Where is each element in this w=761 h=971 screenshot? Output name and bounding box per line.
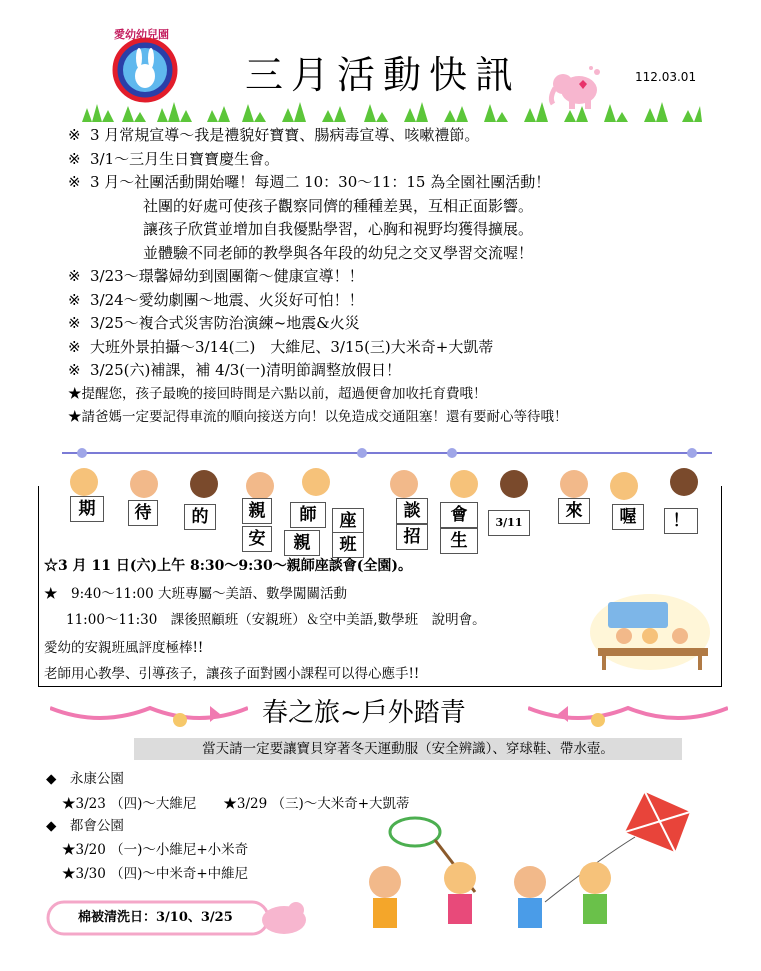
- meeting-line: ★ 9:40～11:00 大班專屬～美語、數學闖關活動: [44, 586, 348, 602]
- page-title: 三月活動快訊: [245, 53, 522, 97]
- issue-date: 112.03.01: [635, 70, 697, 84]
- outing-notice: 當天請一定要讓寶貝穿著冬天運動服（安全辨識）、穿球鞋、帶水壺。: [134, 738, 682, 760]
- kids-kite-illustration: [345, 782, 695, 942]
- logo-text: 愛幼幼兒園: [114, 28, 169, 41]
- ribbon-decoration-right: [528, 698, 728, 738]
- banner-char-low: 班: [332, 532, 364, 558]
- list-item: ※ 大班外景拍攝～3/14(二) 大維尼、3/15(三)大米奇+大凱蒂: [68, 337, 494, 356]
- banner-char-low: 安: [242, 526, 272, 552]
- list-item: ※ 3/25(六)補課，補 4/3(一)清明節調整放假日！: [68, 361, 402, 379]
- banner-char-low: 親: [284, 530, 320, 556]
- classroom-illustration: [588, 592, 713, 674]
- club-detail: 並體驗不同老師的教學與各年段的幼兒之交叉學習交流喔！: [143, 243, 534, 262]
- activity-list: [68, 124, 568, 430]
- park-dates: ★3/30 （四)～中米奇+中維尼: [62, 866, 249, 882]
- reminder: ★請爸媽一定要記得車流的順向接送方向！以免造成交通阻塞！還有要耐心等待哦！: [68, 409, 568, 425]
- banner-char: 談: [396, 498, 428, 524]
- list-item: ※ 3 月常規宣導～我是禮貌好寶寶、腸病毒宣導、咳嗽禮節。: [68, 126, 480, 144]
- park-dates: ★3/23 （四)～大維尼 ★3/29 （三)～大米奇+大凱蒂: [62, 796, 410, 812]
- list-item: ※ 3/23～璟馨婦幼到園團衛～健康宣導！！: [68, 267, 364, 285]
- banner-char: 3/11: [488, 510, 530, 536]
- kids-banner: [64, 462, 704, 554]
- list-item: ※ 3 月～社團活動開始囉！每週二 10：30～11：15 為全園社團活動！: [68, 173, 551, 191]
- list-item: ※ 3/25～複合式災害防治演練~地震&火災: [68, 314, 360, 332]
- park-name: ◆ 永康公園: [46, 771, 124, 787]
- grass-border: [82, 100, 702, 122]
- school-logo: [104, 24, 186, 106]
- reminder: ★提醒您，孩子最晚的接回時間是六點以前，超過便會加收托育費哦！: [68, 385, 487, 402]
- list-item: ※ 3/1～三月生日寶寶慶生會。: [68, 149, 280, 168]
- club-detail: 讓孩子欣賞並增加自我優點學習，心胸和視野均獲得擴展。: [143, 220, 534, 238]
- banner-char: 期: [70, 496, 104, 522]
- banner-char: 座: [332, 508, 364, 534]
- bedding-wash-date: 棉被清洗日：3/10、3/25: [78, 910, 233, 925]
- meeting-line: 愛幼的安親班風評度極棒!!: [44, 640, 204, 656]
- club-detail: 社團的好處可使孩子觀察同儕的種種差異，互相正面影響。: [143, 196, 534, 215]
- spring-title: 春之旅~戶外踏青: [262, 698, 466, 728]
- banner-char: 會: [440, 502, 478, 528]
- list-item: ※ 3/24～愛幼劇團～地震、火災好可怕！！: [68, 290, 364, 309]
- meeting-headline: ☆3 月 11 日(六)上午 8:30～9:30～親師座談會(全園)。: [44, 558, 412, 574]
- flower-divider: [62, 443, 712, 463]
- banner-char-low: 招: [396, 524, 428, 550]
- banner-char: 師: [290, 502, 326, 528]
- park-dates: ★3/20 （一)～小維尼+小米奇: [62, 842, 249, 858]
- meeting-line: 老師用心教學、引導孩子，讓孩子面對國小課程可以得心應手!!: [44, 666, 420, 682]
- banner-char: 親: [242, 498, 272, 524]
- kids-illustration: [64, 462, 704, 554]
- banner-char: 待: [128, 500, 158, 526]
- ribbon-decoration-left: [50, 698, 248, 738]
- meeting-line: 11:00～11:30 課後照顧班（安親班）＆空中美語,數學班 說明會。: [66, 612, 486, 628]
- banner-char: 喔: [612, 504, 644, 530]
- banner-char-low: 生: [440, 528, 478, 554]
- banner-char: ！: [664, 508, 698, 534]
- park-name: ◆ 都會公園: [46, 818, 124, 834]
- banner-char: 的: [184, 504, 216, 530]
- banner-char: 來: [558, 498, 590, 524]
